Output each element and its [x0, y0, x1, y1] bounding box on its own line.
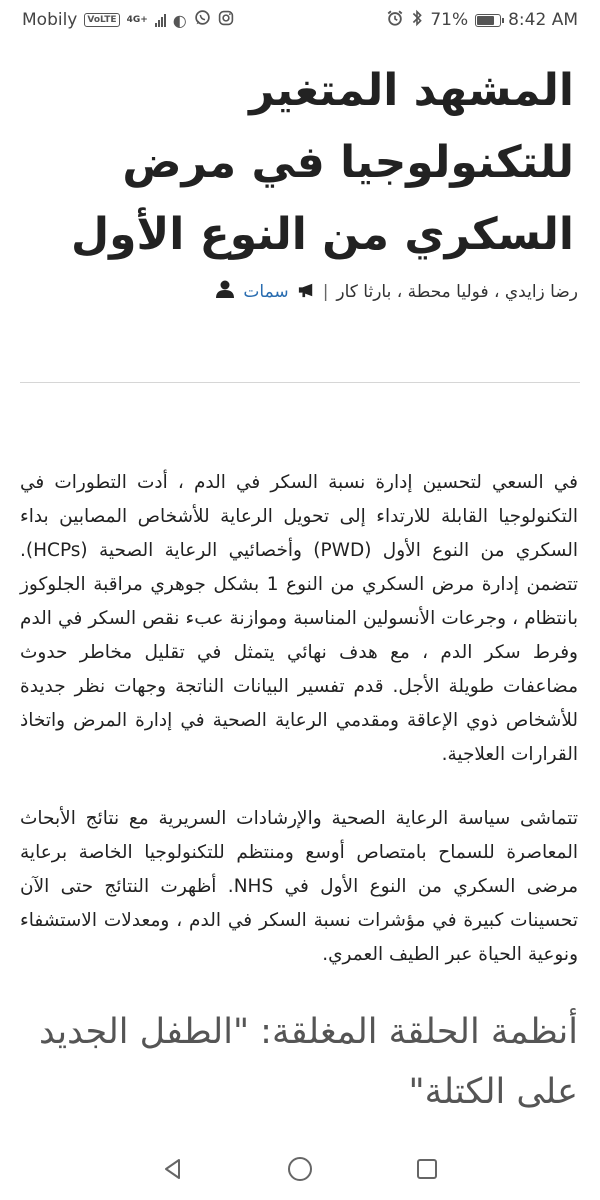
article-title: المشهد المتغير للتكنولوجيا في مرض السكري من النوع الأول	[70, 65, 574, 260]
article-header	[22, 55, 578, 304]
status-bar	[0, 0, 600, 40]
back-triangle-icon	[161, 1157, 185, 1181]
volte-badge: VoLTE	[84, 13, 119, 27]
status-bar-right	[386, 9, 578, 32]
article-body	[20, 466, 578, 1122]
meta-separator: |	[322, 281, 329, 302]
recents-square-icon	[415, 1157, 439, 1181]
carrier-name: Mobily	[22, 10, 78, 30]
article-meta	[22, 279, 578, 304]
tags-link[interactable]: سمات	[243, 281, 289, 302]
clock: 8:42 AM	[508, 10, 578, 30]
home-button[interactable]	[287, 1156, 313, 1182]
paragraph: تتماشى سياسة الرعاية الصحية والإرشادات السريرية مع نتائج الأبحاث المعاصرة للسماح بامتصاص أوسع ومنتظم للتكنولوجيا الخاصة برعاية مرضى السكري من النوع الأول في NHS. أظهرت النتائج حتى الآن تحسينات كبيرة في مؤشرات نسبة السكر في الدم ، ومعدلات الاستشفاء ونوعية الحياة عبر الطيف العمري.	[20, 808, 578, 965]
alarm-icon	[386, 9, 404, 32]
header-divider	[20, 382, 580, 383]
megaphone-icon	[297, 282, 315, 302]
status-bar-left	[22, 9, 234, 31]
battery-fill	[477, 16, 494, 25]
section-heading: أنظمة الحلقة المغلقة: "الطفل الجديد على الكتلة"	[39, 1012, 578, 1112]
bluetooth-icon	[411, 9, 423, 32]
signal-icon	[155, 13, 166, 27]
whatsapp-icon	[194, 9, 211, 31]
network-type: 4G+	[126, 14, 148, 25]
back-button[interactable]	[160, 1156, 186, 1182]
data-saver-icon: ◐	[172, 10, 187, 30]
article-authors: رضا زايدي ، فوليا محطة ، بارثا كار	[336, 281, 578, 302]
paragraph: في السعي لتحسين إدارة نسبة السكر في الدم ، أدت التطورات في التكنولوجيا القابلة للارتداء إلى تحويل الرعاية للأشخاص المصابين بداء السكري من النوع الأول (PWD) وأخصائيي الرعاية الصحية (HCPs). تتضمن إدارة مرض السكري من النوع 1 بشكل جوهري مراقبة الجلوكوز بانتظام ، وجرعات الأنسولين المناسبة وموازنة عبء نقص السكر في الدم وفرط سكر الدم ، مع هدف نهائي يتمثل في تقليل مخاطر حدوث مضاعفات طويلة الأجل. قدم تفسير البيانات الناتجة وجهات نظر جديدة للأشخاص ذوي الإعاقة ومقدمي الرعاية الصحية في إدارة المرض واتخاذ القرارات العلاجية.	[20, 472, 578, 765]
home-circle-icon	[287, 1156, 313, 1182]
battery-percent: 71%	[430, 10, 469, 30]
recents-button[interactable]	[414, 1156, 440, 1182]
instagram-icon	[218, 10, 234, 31]
navigation-bar	[0, 1138, 600, 1200]
user-icon	[215, 279, 235, 304]
battery-icon	[475, 14, 501, 27]
